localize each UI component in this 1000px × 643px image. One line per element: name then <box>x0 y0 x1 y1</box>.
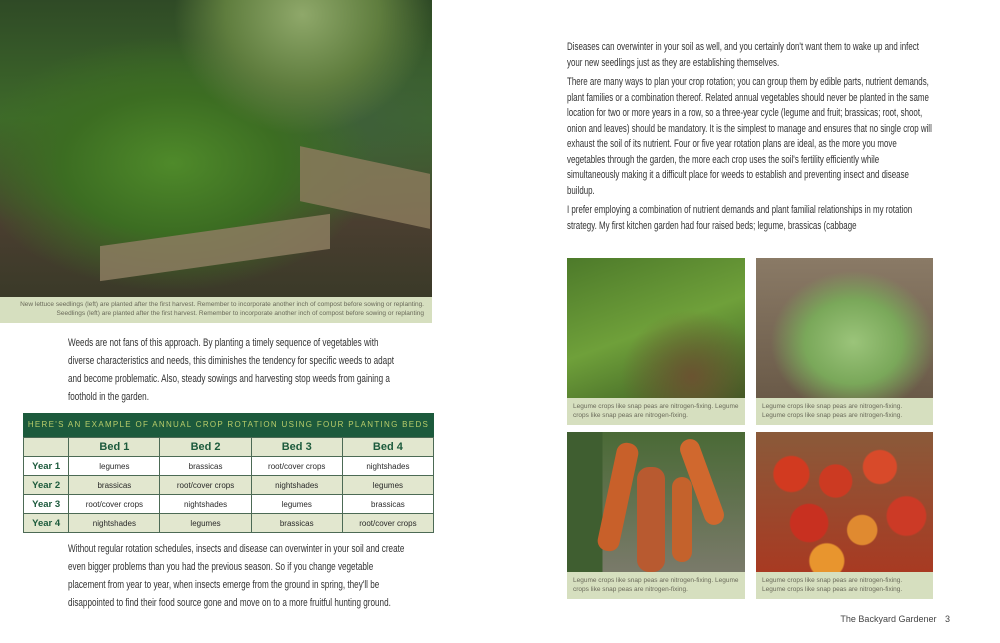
crop-rotation-table <box>23 413 434 533</box>
column-header <box>24 438 69 457</box>
photo-caption <box>0 297 432 323</box>
table-row <box>24 495 434 514</box>
page-footer <box>820 614 950 624</box>
table-cell: legumes <box>251 495 342 514</box>
carrot <box>672 477 692 562</box>
carrots-photo <box>567 432 745 572</box>
table-cell: brassicas <box>251 514 342 533</box>
row-header: Year 3 <box>24 495 69 514</box>
body-text <box>68 334 403 410</box>
column-header: Bed 2 <box>160 438 251 457</box>
table-row <box>24 514 434 533</box>
column-header: Bed 3 <box>251 438 342 457</box>
paragraph: Weeds are not fans of this approach. By planting a timely sequence of vegetables with diverse characteristics and needs, this diminishes the tendency for specific weeds to adapt and become problematic. Also, steady sowings and harvesting stop weeds from gaining a foothold in the garden. <box>68 337 394 403</box>
table-cell: nightshades <box>69 514 160 533</box>
pea-plants-photo <box>567 258 745 398</box>
raised-bed-frame <box>100 214 330 281</box>
table-row <box>24 476 434 495</box>
book-title: The Backyard Gardener <box>840 614 937 624</box>
table-cell: brassicas <box>69 476 160 495</box>
caption-line: New lettuce seedlings (left) are planted after the first harvest. Remember to incorporate another inch of compost before sowing or replanting. <box>20 301 424 308</box>
table-cell: legumes <box>342 476 433 495</box>
table-cell: legumes <box>160 514 251 533</box>
garden-beds-photo <box>0 0 432 297</box>
row-header: Year 1 <box>24 457 69 476</box>
photo-caption: Legume crops like snap peas are nitrogen-fixing. Legume crops like snap peas are nitrogen-fixing. <box>567 572 745 599</box>
table-title: HERE'S AN EXAMPLE OF ANNUAL CROP ROTATION USING FOUR PLANTING BEDS <box>23 413 434 437</box>
column-header: Bed 4 <box>342 438 433 457</box>
cabbage-seedlings-photo <box>756 258 933 398</box>
carrot <box>637 467 665 572</box>
page-number: 3 <box>944 614 950 624</box>
table-cell: brassicas <box>160 457 251 476</box>
table-cell: brassicas <box>342 495 433 514</box>
caption-line: Seedlings (left) are planted after the first harvest. Remember to incorporate another inch of compost before sowing or replanting <box>56 310 424 317</box>
column-header: Bed 1 <box>69 438 160 457</box>
table-cell: root/cover crops <box>160 476 251 495</box>
paragraph: There are many ways to plan your crop rotation; you can group them by edible parts, nutrient demands, plant families or a combination thereof. Related annual vegetables should never be planted in the same location for two or more years in a row, so a three-year cycle (legume and fruit; brassicas; root, shoot, onion and leaves) should be mandatory. It is the simplest to manage and ensures that no single crop will exhaust the soil of its nutrient. Four or five year rotation plans are ideal, as the more you move vegetables through the garden, the more each crop uses the soil's fertility efficiently while simultaneously making it a difficult place for weeds to establish and preventing insect and disease buildup. <box>567 76 932 197</box>
table-cell: root/cover crops <box>251 457 342 476</box>
paragraph: Without regular rotation schedules, insects and disease can overwinter in your soil and create even bigger problems than you had the previous season. So if you change vegetable placement from year to year, when insects emerge from the ground in spring, they'll be disappointed to find their food source gone and move on to a more fruitful hunting ground. <box>68 543 405 609</box>
table-cell: legumes <box>69 457 160 476</box>
photo-caption: Legume crops like snap peas are nitrogen-fixing. Legume crops like snap peas are nitrogen-fixing. <box>756 398 933 425</box>
body-text <box>567 40 933 238</box>
paragraph: Diseases can overwinter in your soil as well, and you certainly don't want them to wake up and infect your new seedlings just as they are establishing themselves. <box>567 41 919 69</box>
table <box>23 437 434 533</box>
table-cell: nightshades <box>251 476 342 495</box>
body-text <box>68 540 406 616</box>
carrot <box>596 441 640 553</box>
table-row <box>24 457 434 476</box>
table-cell: root/cover crops <box>342 514 433 533</box>
photo-caption: Legume crops like snap peas are nitrogen-fixing. Legume crops like snap peas are nitrogen-fixing. <box>756 572 933 599</box>
photo-caption: Legume crops like snap peas are nitrogen-fixing. Legume crops like snap peas are nitrogen-fixing. <box>567 398 745 425</box>
table-cell: nightshades <box>342 457 433 476</box>
row-header: Year 4 <box>24 514 69 533</box>
row-header: Year 2 <box>24 476 69 495</box>
table-cell: root/cover crops <box>69 495 160 514</box>
table-cell: nightshades <box>160 495 251 514</box>
paragraph: I prefer employing a combination of nutrient demands and plant familial relationships in my rotation strategy. My first kitchen garden had four raised beds; legume, brassicas (cabbage <box>567 204 913 232</box>
tomatoes-photo <box>756 432 933 572</box>
